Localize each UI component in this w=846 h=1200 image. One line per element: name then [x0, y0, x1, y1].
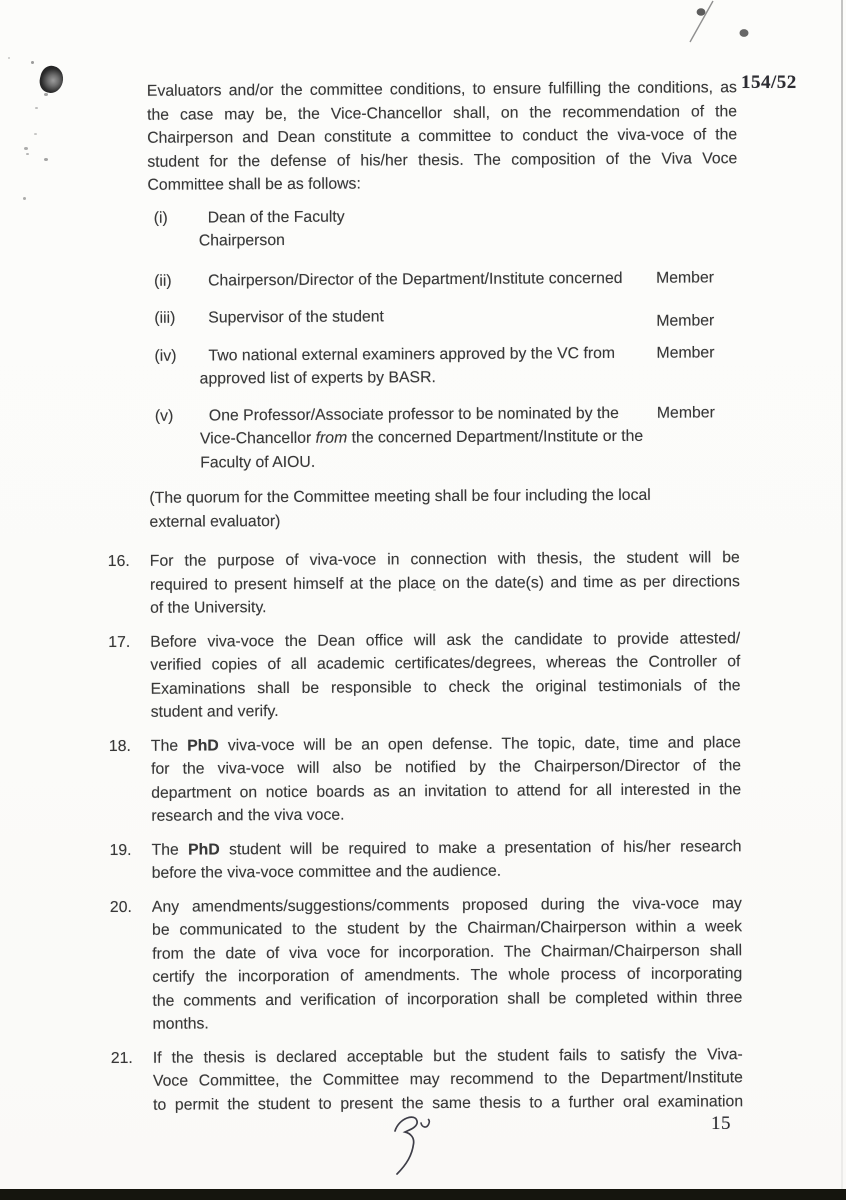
scan-speck [31, 61, 34, 64]
paragraph-line: Voce Committee, the Committee may recommend to the Department/Institute [152, 1069, 743, 1090]
committee-item-text: Two national external examiners approved by the VC from [208, 344, 616, 364]
member-label: Member [655, 268, 715, 287]
paragraph-line: before the viva-voce committee and the audience. [151, 862, 502, 882]
paragraph-line: Chairperson and Dean constitute a committee to conduct the viva-voce of the [147, 126, 738, 147]
scan-speck [26, 153, 29, 155]
paragraph-line: The PhD student will be required to make a presentation of his/her research [151, 837, 742, 859]
scan-speck [35, 107, 38, 109]
numbered-item-19 [109, 835, 741, 886]
handwritten-signature-mark [383, 1110, 438, 1180]
member-label: Member [656, 403, 715, 422]
committee-item-text: Chairperson [198, 231, 285, 250]
paragraph-line: of the University. [150, 599, 267, 617]
paragraph-line: to permit the student to present the same thesis to a further oral examination [153, 1092, 744, 1114]
intro-paragraph [147, 76, 738, 197]
member-label: Member [656, 312, 715, 330]
paragraph-line: The PhD viva-voce will be an open defense. The topic, date, time and place [150, 733, 741, 755]
paragraph-line: research and the viva voce. [151, 806, 345, 825]
committee-item-text: One Professor/Associate professor to be nominated by the [208, 404, 620, 424]
paragraph-line: required to present himself at the place on the date(s) and time as per directions [149, 572, 740, 594]
committee-item-ii [148, 266, 738, 293]
paragraph-line: If the thesis is declared acceptable but the student fails to satisfy the Viva- [152, 1045, 743, 1067]
paragraph-line: student for the defense of his/her thesis. The composition of the Viva Voce [147, 149, 738, 171]
numbered-item-16 [108, 546, 740, 620]
item-number: 21. [110, 1049, 133, 1067]
committee-item-text: approved list of experts by BASR. [199, 369, 436, 388]
list-marker: (i) [153, 209, 168, 227]
page-number: 15 [711, 1113, 731, 1134]
numbered-item-18 [109, 731, 742, 829]
paragraph-line: Committee shall be as follows: [147, 175, 361, 194]
quorum-note [149, 483, 739, 534]
paragraph-line: the comments and verification of incorporation shall be completed within three [152, 988, 743, 1010]
list-marker: (v) [154, 407, 174, 425]
document-text-column [107, 76, 744, 1127]
list-marker: (ii) [154, 272, 172, 290]
paragraph-line: For the purpose of viva-voce in connection with thesis, the student will be [149, 549, 740, 570]
numbered-item-20 [110, 892, 743, 1037]
paragraph-line: certify the incorporation of amendments. The whole process of incorporating [152, 965, 743, 986]
paragraph-line: Any amendments/suggestions/comments proposed during the viva-voce may [151, 894, 742, 916]
member-label: Member [656, 343, 715, 362]
committee-item-i [148, 203, 738, 254]
paragraph-line: (The quorum for the Committee meeting shall be four including the local [149, 486, 651, 507]
paragraph-line: Evaluators and/or the committee conditions, to ensure fulfilling the conditions, as [146, 79, 737, 100]
committee-item-iv [148, 341, 738, 392]
scan-edge-line [841, 0, 843, 1189]
committee-item-text: Faculty of AIOU. [200, 453, 316, 471]
committee-item-text: Chairperson/Director of the Department/Institute concerned [208, 269, 623, 289]
list-marker: (iv) [154, 347, 177, 365]
paragraph-line: Examinations shall be responsible to check the original testimonials of the [150, 676, 741, 698]
item-number: 18. [108, 737, 131, 755]
committee-item-v [149, 401, 739, 475]
committee-item-iii [148, 303, 738, 330]
committee-list [148, 203, 740, 475]
paragraph-line: be communicated to the student by the Chairman/Chairperson within a week [151, 918, 743, 939]
scan-speck [23, 197, 26, 200]
paragraph-line: for the viva-voce will also be notified by the Chairperson/Director of the [150, 757, 742, 778]
item-number: 17. [108, 633, 131, 651]
scan-speck [44, 158, 48, 161]
pen-stroke-mark [660, 0, 770, 48]
list-marker: (iii) [154, 309, 176, 327]
paragraph-line: from the date of viva voce for incorporation. The Chairman/Chairperson shall [152, 941, 743, 963]
ref-number: 154/52 [741, 72, 797, 93]
scan-speck [44, 93, 48, 96]
numbered-item-21 [111, 1043, 743, 1117]
numbered-item-17 [108, 627, 741, 725]
committee-item-text: Dean of the Faculty [207, 208, 345, 226]
item-number: 16. [107, 552, 130, 571]
paragraph-line: verified copies of all academic certificates/degrees, whereas the Controller of [150, 653, 741, 674]
paragraph-line: student and verify. [150, 703, 279, 721]
paragraph-line: department on notice boards as an invitation to attend for all interested in the [151, 780, 742, 802]
scan-speck [24, 147, 28, 150]
item-number: 20. [109, 898, 132, 916]
committee-item-text: Vice-Chancellor from the concerned Department/Institute or the [199, 427, 644, 448]
paragraph-line: months. [152, 1015, 209, 1033]
scan-speck [8, 57, 10, 59]
item-number: 19. [109, 841, 132, 859]
paragraph-line: external evaluator) [149, 512, 281, 531]
paragraph-line: Before viva-voce the Dean office will ask the candidate to provide attested/ [150, 629, 741, 651]
scan-speck [34, 133, 37, 135]
paragraph-line: the case may be, the Vice-Chancellor shall, on the recommendation of the [146, 102, 738, 124]
scan-bottom-bar [0, 1189, 846, 1200]
ink-blob-artifact [37, 64, 66, 96]
committee-item-text: Supervisor of the student [208, 308, 384, 327]
